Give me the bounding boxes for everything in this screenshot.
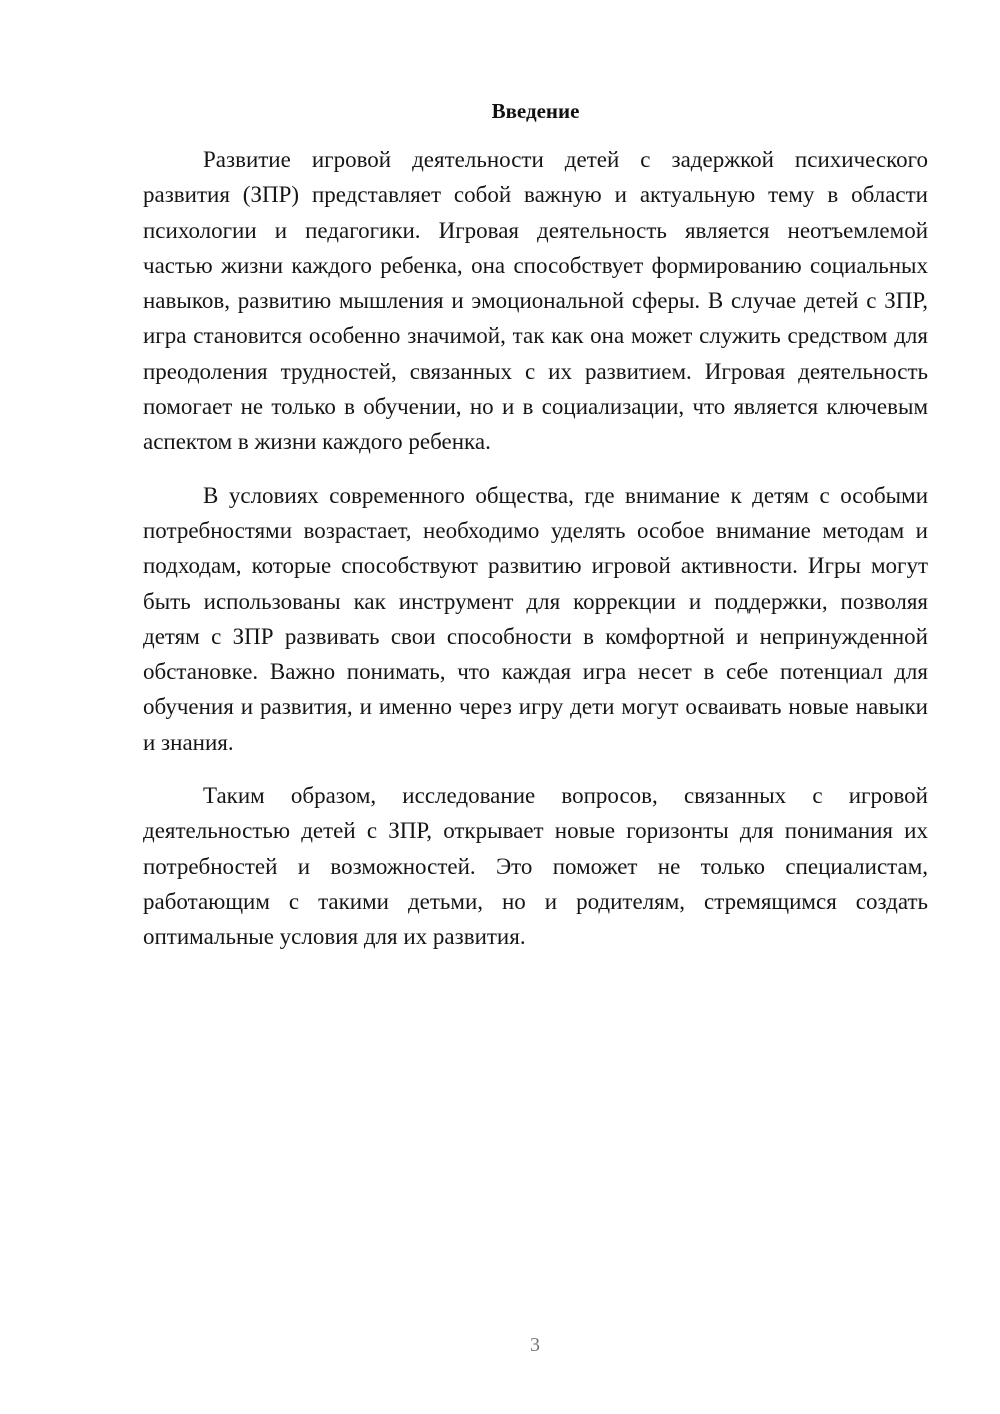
section-heading: Введение (491, 99, 580, 123)
body-text (143, 142, 928, 973)
paragraph-3: Таким образом, исследование вопросов, связанных с игровой деятельностью детей с ЗПР, открывает новые горизонты для понимания их потребностей и возможностей. Это поможет не только специалистам, работающим с такими детьми, но и родителям, стремящимся создать оптимальные условия для их развития. (143, 783, 928, 950)
page-number: 3 (530, 1334, 540, 1356)
paragraph-1: Развитие игровой деятельности детей с задержкой психического развития (ЗПР) представляет собой важную и актуальную тему в области психологии и педагогики. Игровая деятельность является неотъемлемой частью жизни каждого ребенка, она способствует формированию социальных навыков, развитию мышления и эмоциональной сферы. В случае детей с ЗПР, игра становится особенно значимой, так как она может служить средством для преодоления трудностей, связанных с их развитием. Игровая деятельность помогает не только в обучении, но и в социализации, что является ключевым аспектом в жизни каждого ребенка. (143, 147, 928, 455)
paragraph-2: В условиях современного общества, где внимание к детям с особыми потребностями возрастает, необходимо уделять особое внимание методам и подходам, которые способствуют развитию игровой активности. Игры могут быть использованы как инструмент для коррекции и поддержки, позволяя детям с ЗПР развивать свои способности в комфортной и непринужденной обстановке. Важно понимать, что каждая игра несет в себе потенциал для обучения и развития, и именно через игру дети могут осваивать новые навыки и знания. (143, 482, 928, 755)
